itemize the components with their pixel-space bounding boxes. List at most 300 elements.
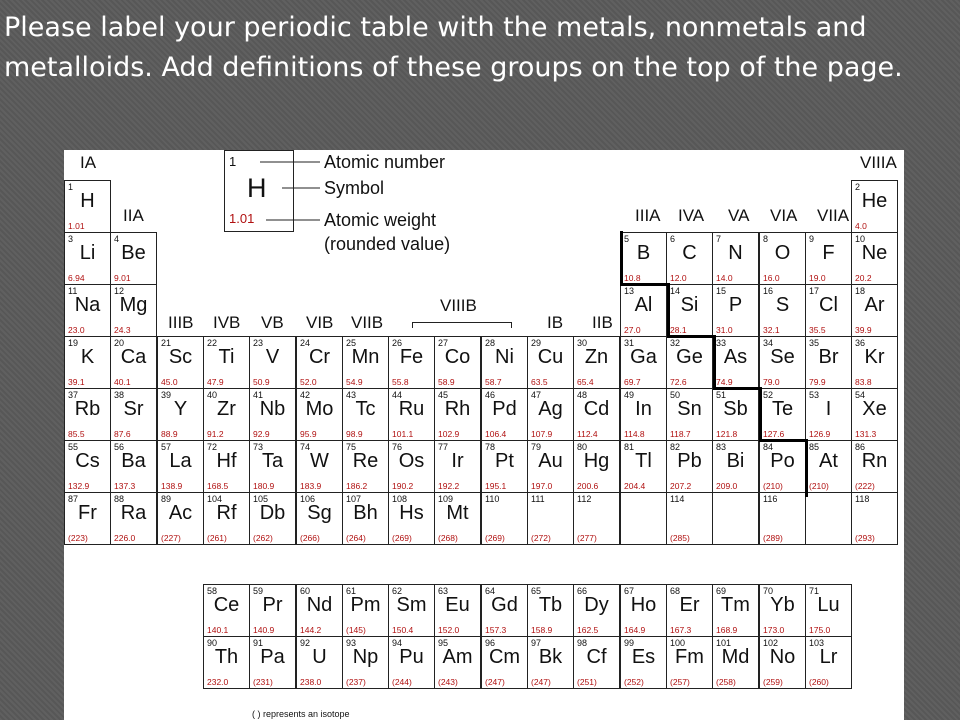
atomic-weight: 24.3 [114,325,131,335]
element-cell [481,584,528,637]
atomic-number: 54 [855,390,866,400]
element-cell [157,492,204,545]
element-symbol: Po [770,450,795,472]
atomic-weight: (277) [577,533,597,543]
atomic-number: 10 [855,234,866,244]
atomic-weight: (223) [68,533,88,543]
element-cell [434,584,481,637]
element-cell [666,232,713,285]
atomic-number: 49 [624,390,635,400]
element-cell [110,232,157,285]
element-cell [851,492,898,545]
atomic-weight: 140.1 [207,625,229,635]
atomic-number: 30 [577,338,588,348]
element-symbol: Cr [308,346,331,368]
atomic-weight: 107.9 [531,429,553,439]
element-cell [388,492,435,545]
element-symbol: Kr [864,346,885,368]
element-cell [481,388,528,441]
atomic-weight: (260) [809,677,829,687]
atomic-number: 34 [763,338,774,348]
element-symbol: Cf [586,646,607,668]
atomic-number: 12 [114,286,125,296]
element-cell [342,492,389,545]
element-symbol: Fm [675,646,704,668]
element-symbol: Pb [677,450,702,472]
atomic-number: 91 [253,638,264,648]
element-symbol: Rb [74,398,101,420]
atomic-weight: 32.1 [763,325,780,335]
element-symbol: Eu [445,594,470,616]
atomic-number: 47 [531,390,542,400]
element-symbol: V [265,346,280,368]
element-cell [527,336,574,389]
element-cell [481,440,528,493]
group-header-viiia: VIIIA [860,153,897,172]
element-cell [805,232,852,285]
atomic-weight: 14.0 [716,273,733,283]
atomic-number: 6 [670,234,676,244]
element-cell [64,180,111,233]
atomic-weight: 39.9 [855,325,872,335]
group-header-viia: VIIA [817,206,850,225]
atomic-number: 80 [577,442,588,452]
element-cell [712,388,759,441]
group-header-ia: IA [80,153,97,172]
atomic-number: 48 [577,390,588,400]
atomic-weight: 58.9 [438,377,455,387]
element-symbol: Pd [492,398,517,420]
atomic-weight: 52.0 [300,377,317,387]
atomic-weight: 186.2 [346,481,368,491]
element-symbol: Be [121,242,146,264]
element-symbol: Mt [446,502,469,524]
atomic-weight: 232.0 [207,677,229,687]
element-cell [342,584,389,637]
atomic-number: 52 [763,390,774,400]
element-symbol: At [819,450,838,472]
element-symbol: Ra [120,502,147,524]
atomic-number: 57 [161,442,172,452]
atomic-weight: 238.0 [300,677,322,687]
element-cell [296,388,343,441]
element-symbol: Tc [355,398,376,420]
element-cell [805,440,852,493]
element-symbol: Ac [168,502,193,524]
group-header-iva: IVA [678,206,705,225]
atomic-weight: 20.2 [855,273,872,283]
element-symbol: Os [398,450,425,472]
atomic-weight: 162.5 [577,625,599,635]
atomic-number: 92 [300,638,311,648]
atomic-weight: (237) [346,677,366,687]
atomic-weight: 132.9 [68,481,90,491]
metalloid-boundary-5 [713,335,716,389]
element-symbol: Tm [721,594,750,616]
element-symbol: Ce [213,594,240,616]
element-cell [620,232,667,285]
element-cell [64,440,111,493]
element-cell [296,440,343,493]
element-symbol: Lu [817,594,840,616]
atomic-number: 59 [253,586,264,596]
element-cell [203,388,250,441]
atomic-weight: 10.8 [624,273,641,283]
element-cell [64,284,111,337]
element-cell [620,388,667,441]
atomic-number: 18 [855,286,866,296]
element-cell [573,492,620,545]
element-cell [805,636,852,689]
element-cell [296,336,343,389]
group-header-viib: VIIB [351,313,384,332]
atomic-weight: 204.4 [624,481,646,491]
element-cell [620,440,667,493]
element-cell [759,232,806,285]
element-symbol: Bk [538,646,563,668]
legend-symbol-label: Symbol [324,178,385,198]
element-cell [481,336,528,389]
atomic-weight: 79.0 [763,377,780,387]
element-symbol: Ti [218,346,235,368]
element-cell [481,636,528,689]
element-symbol: Hg [583,450,610,472]
element-symbol: Pu [399,646,424,668]
element-symbol: Si [680,294,699,316]
element-symbol: Er [679,594,700,616]
element-symbol: Md [721,646,750,668]
atomic-weight: (272) [531,533,551,543]
element-cell [249,636,296,689]
atomic-number: 35 [809,338,820,348]
atomic-weight: (269) [485,533,505,543]
atomic-weight: 157.3 [485,625,507,635]
atomic-weight: 28.1 [670,325,687,335]
metalloid-boundary-4 [667,335,715,338]
atomic-weight: 39.1 [68,377,85,387]
atomic-number: 2 [855,182,861,192]
atomic-number: 95 [438,638,449,648]
atomic-number: 94 [392,638,403,648]
element-cell [157,388,204,441]
element-cell [805,584,852,637]
atomic-number: 20 [114,338,125,348]
atomic-number: 1 [68,182,74,192]
atomic-weight: 183.9 [300,481,322,491]
atomic-weight: (262) [253,533,273,543]
atomic-number: 110 [485,494,500,504]
atomic-number: 51 [716,390,727,400]
atomic-weight: 168.9 [716,625,738,635]
atomic-number: 98 [577,638,588,648]
atomic-weight: 87.6 [114,429,131,439]
atomic-weight: 45.0 [161,377,178,387]
element-symbol: Pa [260,646,285,668]
atomic-number: 75 [346,442,357,452]
group-header-iia: IIA [123,206,144,225]
atomic-number: 53 [809,390,820,400]
element-symbol: Pr [262,594,283,616]
atomic-weight: 173.0 [763,625,785,635]
atomic-number: 21 [161,338,172,348]
atomic-number: 83 [716,442,727,452]
element-cell [342,388,389,441]
element-cell [434,440,481,493]
atomic-number: 102 [763,638,779,648]
element-cell [712,636,759,689]
atomic-weight: (247) [485,677,505,687]
atomic-weight: 150.4 [392,625,414,635]
element-symbol: In [635,398,652,420]
atomic-weight: 74.9 [716,377,733,387]
element-symbol: S [775,294,790,316]
element-cell [157,440,204,493]
metalloid-boundary-7 [759,387,762,441]
element-symbol: P [728,294,743,316]
atomic-weight: (268) [438,533,458,543]
element-symbol: Es [631,646,656,668]
atomic-number: 74 [300,442,311,452]
atomic-weight: (244) [392,677,412,687]
atomic-number: 42 [300,390,311,400]
atomic-number: 58 [207,586,218,596]
element-cell [851,232,898,285]
element-symbol: Ga [630,346,657,368]
element-symbol: Sg [307,502,332,524]
atomic-number: 5 [624,234,630,244]
atomic-number: 108 [392,494,408,504]
atomic-number: 70 [763,586,774,596]
element-symbol: Na [74,294,101,316]
atomic-weight: 65.4 [577,377,594,387]
element-symbol: B [636,242,651,264]
element-symbol: Cl [819,294,838,316]
element-symbol: Li [79,242,96,264]
element-cell [527,636,574,689]
atomic-number: 65 [531,586,542,596]
atomic-weight: (293) [855,533,875,543]
element-symbol: Bh [353,502,378,524]
element-symbol: Ar [864,294,885,316]
element-cell [249,584,296,637]
element-cell [573,440,620,493]
element-symbol: K [80,346,95,368]
atomic-number: 45 [438,390,449,400]
element-cell [388,388,435,441]
atomic-number: 41 [253,390,264,400]
element-symbol: Cm [488,646,521,668]
atomic-number: 99 [624,638,635,648]
element-cell [759,440,806,493]
atomic-number: 29 [531,338,542,348]
atomic-number: 50 [670,390,681,400]
atomic-number: 61 [346,586,357,596]
atomic-number: 88 [114,494,125,504]
atomic-number: 24 [300,338,311,348]
atomic-weight: 192.2 [438,481,460,491]
atomic-weight: 168.5 [207,481,229,491]
atomic-number: 109 [438,494,454,504]
element-symbol: Lr [819,646,838,668]
element-cell [388,336,435,389]
atomic-number: 64 [485,586,496,596]
atomic-weight: 54.9 [346,377,363,387]
atomic-weight: (210) [809,481,829,491]
element-symbol: Pm [350,594,381,616]
atomic-weight: (264) [346,533,366,543]
element-symbol: Tb [538,594,563,616]
atomic-weight: 207.2 [670,481,692,491]
element-symbol: Yb [770,594,795,616]
atomic-number: 16 [763,286,774,296]
legend-atomic-number-label: Atomic number [324,152,446,172]
element-cell [759,284,806,337]
atomic-weight: (269) [392,533,412,543]
element-symbol: Fr [78,502,97,524]
element-symbol: Zr [217,398,236,420]
element-cell [666,440,713,493]
atomic-weight: 50.9 [253,377,270,387]
element-symbol: Rn [861,450,888,472]
isotope-footnote: ( ) represents an isotope [252,709,350,719]
metalloid-boundary-1 [620,231,623,285]
element-symbol: He [861,190,888,212]
element-symbol: Re [352,450,379,472]
atomic-weight: 16.0 [763,273,780,283]
atomic-weight: 200.6 [577,481,599,491]
group-header-viiib: VIIIB [440,296,477,315]
atomic-number: 55 [68,442,79,452]
element-cell [110,388,157,441]
element-cell [296,584,343,637]
element-symbol: Cd [583,398,610,420]
element-symbol: Fe [399,346,424,368]
atomic-number: 111 [531,494,545,504]
atomic-number: 22 [207,338,218,348]
group-header-ib: IB [547,313,564,332]
atomic-number: 4 [114,234,120,244]
atomic-weight: 152.0 [438,625,460,635]
atomic-number: 43 [346,390,357,400]
atomic-number: 9 [809,234,815,244]
atomic-number: 56 [114,442,125,452]
atomic-weight: 98.9 [346,429,363,439]
metalloid-boundary-3 [667,283,670,337]
atomic-weight: 118.7 [670,429,691,439]
element-cell [64,388,111,441]
element-symbol: Rh [444,398,471,420]
element-cell [203,336,250,389]
element-symbol: Ca [120,346,147,368]
atomic-number: 105 [253,494,269,504]
atomic-weight: 79.9 [809,377,826,387]
element-cell [110,284,157,337]
atomic-weight: 131.3 [855,429,877,439]
atomic-weight: (259) [763,677,783,687]
atomic-number: 104 [207,494,223,504]
element-cell [620,492,667,545]
atomic-weight: 180.9 [253,481,275,491]
element-symbol: Ir [451,450,464,472]
atomic-number: 114 [670,494,685,504]
atomic-number: 81 [624,442,635,452]
atomic-weight: 137.3 [114,481,136,491]
atomic-weight: 158.9 [531,625,553,635]
atomic-number: 118 [855,494,870,504]
atomic-number: 66 [577,586,588,596]
element-cell [759,388,806,441]
legend-symbol: H [247,173,267,203]
atomic-number: 78 [485,442,496,452]
element-cell [666,584,713,637]
metalloid-boundary-8 [759,439,807,442]
element-symbol: Cs [75,450,100,472]
atomic-weight: 85.5 [68,429,85,439]
element-symbol: Sn [677,398,702,420]
element-symbol: Br [818,346,839,368]
atomic-number: 28 [485,338,496,348]
element-cell [203,584,250,637]
element-cell [666,492,713,545]
atomic-weight: 167.3 [670,625,692,635]
group-header-vb: VB [261,313,284,332]
element-cell [157,336,204,389]
element-symbol: Ne [861,242,888,264]
element-cell [805,284,852,337]
atomic-number: 67 [624,586,635,596]
atomic-weight: 6.94 [68,273,85,283]
element-symbol: Nb [259,398,286,420]
atomic-weight: 127.6 [763,429,785,439]
element-cell [342,636,389,689]
element-cell [620,336,667,389]
element-cell [805,388,852,441]
atomic-weight: 195.1 [485,481,507,491]
atomic-weight: 92.9 [253,429,270,439]
element-symbol: Ba [121,450,146,472]
element-symbol: La [169,450,192,472]
element-symbol: Bi [726,450,745,472]
element-symbol: Tl [635,450,652,472]
element-symbol: Mn [351,346,380,368]
element-cell [249,336,296,389]
atomic-number: 96 [485,638,496,648]
atomic-weight: 9.01 [114,273,131,283]
atomic-number: 85 [809,442,820,452]
atomic-number: 116 [763,494,778,504]
element-symbol: No [769,646,796,668]
element-cell [759,336,806,389]
element-symbol: Ta [261,450,284,472]
atomic-number: 112 [577,494,592,504]
element-cell [296,492,343,545]
atomic-number: 39 [161,390,172,400]
element-cell [296,636,343,689]
atomic-number: 17 [809,286,820,296]
atomic-number: 71 [809,586,820,596]
element-cell [759,584,806,637]
metalloid-boundary-2 [620,283,669,286]
atomic-weight: 102.9 [438,429,460,439]
element-cell [805,336,852,389]
atomic-weight: 121.8 [716,429,738,439]
element-cell [64,232,111,285]
legend-atomic-weight-label: Atomic weight [324,210,437,230]
atomic-number: 36 [855,338,866,348]
atomic-number: 3 [68,234,74,244]
element-cell [851,284,898,337]
atomic-weight: (258) [716,677,736,687]
